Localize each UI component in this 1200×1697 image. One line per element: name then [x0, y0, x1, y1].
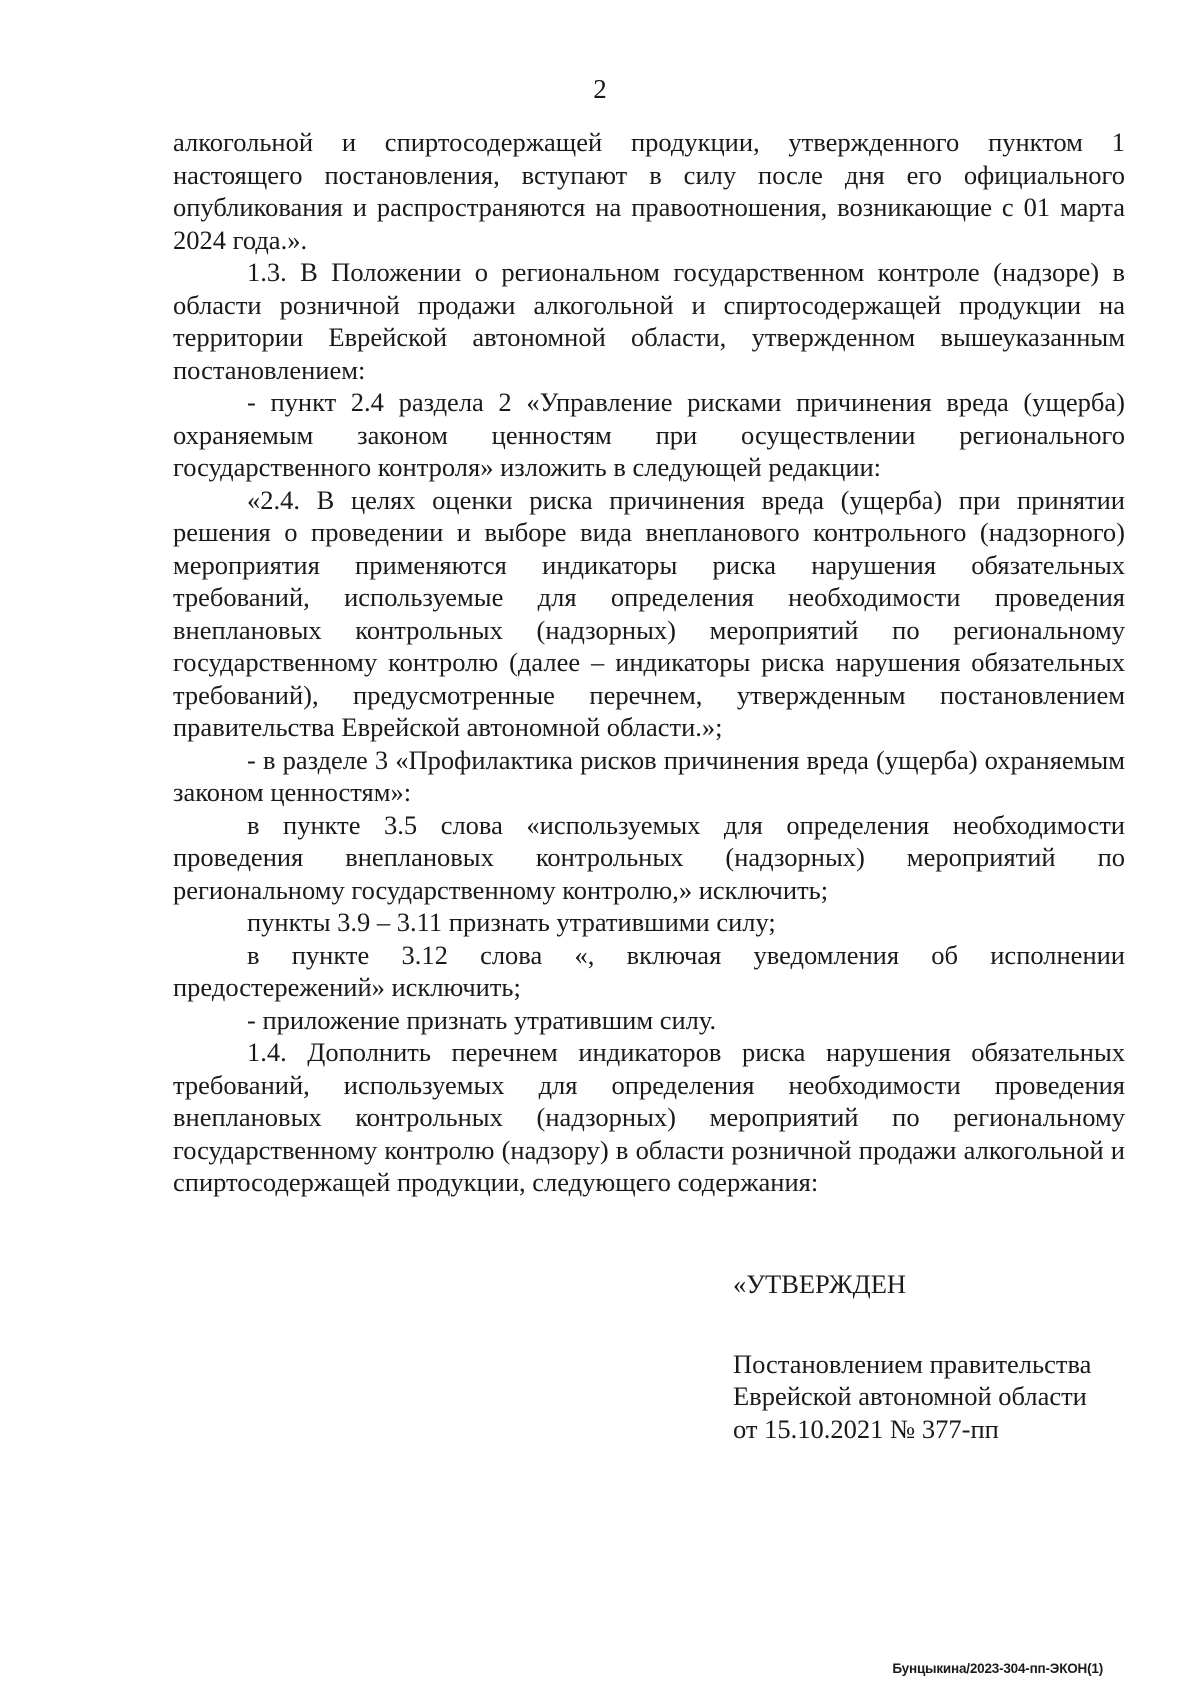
- paragraph-1-3: 1.3. В Положении о региональном государственном контроле (надзоре) в области розничной продажи алкогольной и спиртосодержащей продукции на территории Еврейской автономной области, утвержденном вышеуказанным постановлением:: [173, 257, 1125, 385]
- paragraph-continuation: алкогольной и спиртосодержащей продукции, утвержденного пунктом 1 настоящего постановления, вступают в силу после дня его официального опубликования и распространяются на правоотношения, возникающие с 01 марта 2024 года.».: [173, 127, 1125, 255]
- executor-reference: Бунцыкина/2023-304-пп-ЭКОН(1): [892, 1661, 1103, 1676]
- paragraph-item-2-4: - пункт 2.4 раздела 2 «Управление рисками причинения вреда (ущерба) охраняемым законом ценностям при осуществлении регионального государственного контроля» изложить в следующей редакции:: [173, 387, 1125, 482]
- paragraph-new-2-4: «2.4. В целях оценки риска причинения вреда (ущерба) при принятии решения о проведении и выборе вида внепланового контрольного (надзорного) мероприятия применяются индикаторы риска нарушения обязательных требований, используемые для определения необходимости проведения внеплановых контрольных (надзорных) мероприятий по региональному государственному контролю (далее – индикаторы риска нарушения обязательных требований), предусмотренные перечнем, утвержденным постановлением правительства Еврейской автономной области.»;: [173, 484, 1125, 742]
- paragraph-appendix: - приложение признать утратившим силу.: [247, 1004, 717, 1035]
- paragraph-3-5: в пункте 3.5 слова «используемых для определения необходимости проведения внеплановых контрольных (надзорных) мероприятий по региональному государственному контролю,» исключить;: [173, 809, 1125, 905]
- paragraph-3-9-3-11: пункты 3.9 – 3.11 признать утратившими силу;: [247, 907, 776, 937]
- page-number: 2: [593, 74, 607, 104]
- paragraph-1-4: 1.4. Дополнить перечнем индикаторов риска нарушения обязательных требований, используемых для определения необходимости проведения внеплановых контрольных (надзорных) мероприятий по региональному государственному контролю (надзору) в области розничной продажи алкогольной и спиртосодержащей продукции, следующего содержания:: [173, 1037, 1125, 1197]
- approval-block: [733, 1268, 1091, 1445]
- approval-title: «УТВЕРЖДЕН: [733, 1269, 907, 1299]
- paragraph-section-3: - в разделе 3 «Профилактика рисков причинения вреда (ущерба) охраняемым законом ценностям»:: [173, 744, 1125, 807]
- approval-line-2: Еврейской автономной области: [733, 1381, 1087, 1411]
- approval-line-1: Постановлением правительства: [733, 1348, 1092, 1379]
- document-body: [173, 126, 1125, 1199]
- approval-line-3: от 15.10.2021 № 377-пп: [733, 1413, 999, 1444]
- paragraph-3-12: в пункте 3.12 слова «, включая уведомления об исполнении предостережений» исключить;: [173, 939, 1125, 1002]
